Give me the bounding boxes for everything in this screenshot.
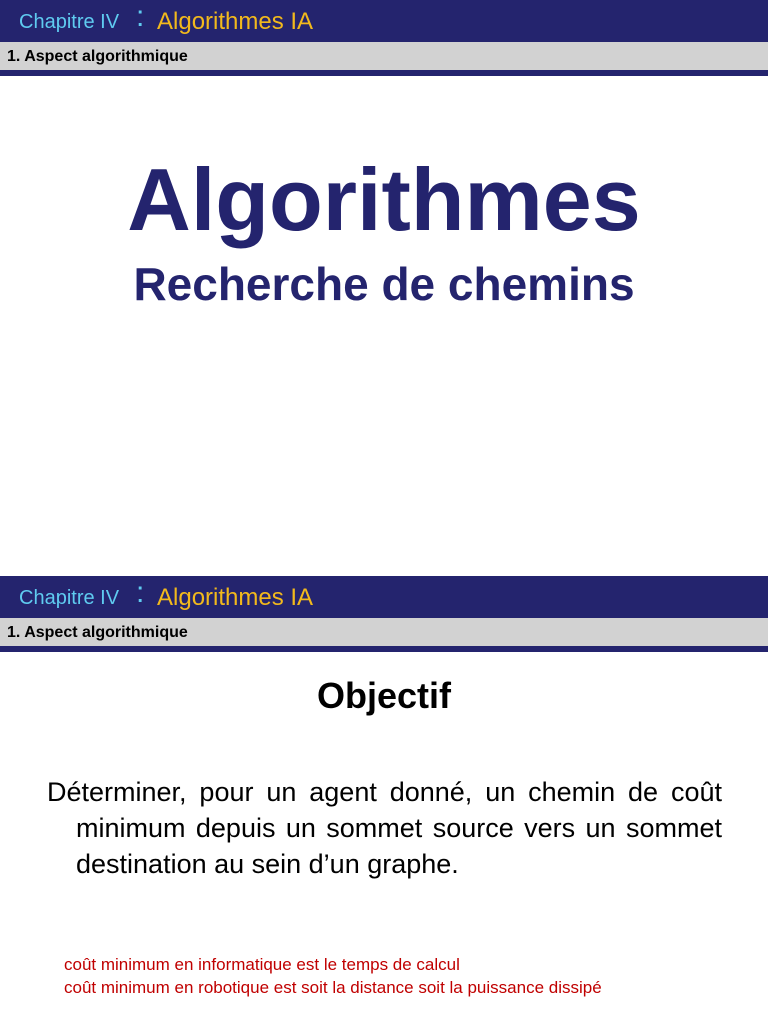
section-label: 1. Aspect algorithmique <box>7 624 188 641</box>
header-title: Algorithmes IA <box>157 584 314 611</box>
section-bar <box>0 42 768 70</box>
slide-header-bar <box>0 576 768 618</box>
slide-title: Algorithmes <box>127 150 641 249</box>
header-title: Algorithmes IA <box>157 8 314 35</box>
section-bar <box>0 618 768 646</box>
header-colon: : <box>136 0 145 33</box>
header-chapter-label: Chapitre IV <box>19 11 120 33</box>
note-computing-cost: coût minimum en informatique est le temps de calcul <box>64 955 460 974</box>
slide-2 <box>0 576 768 1024</box>
slide-header-bar <box>0 0 768 42</box>
section-divider <box>0 646 768 652</box>
section-divider <box>0 70 768 76</box>
slide-subtitle: Recherche de chemins <box>133 258 635 310</box>
objective-body: Déterminer, pour un agent donné, un chemin de coût minimum depuis un sommet source vers un sommet destination au sein d’un graphe. <box>47 777 722 879</box>
note-robotics-cost: coût minimum en robotique est soit la distance soit la puissance dissipé <box>64 978 602 997</box>
header-colon: : <box>136 576 145 609</box>
objective-heading: Objectif <box>316 675 451 716</box>
section-label: 1. Aspect algorithmique <box>7 48 188 65</box>
header-chapter-label: Chapitre IV <box>19 587 120 609</box>
